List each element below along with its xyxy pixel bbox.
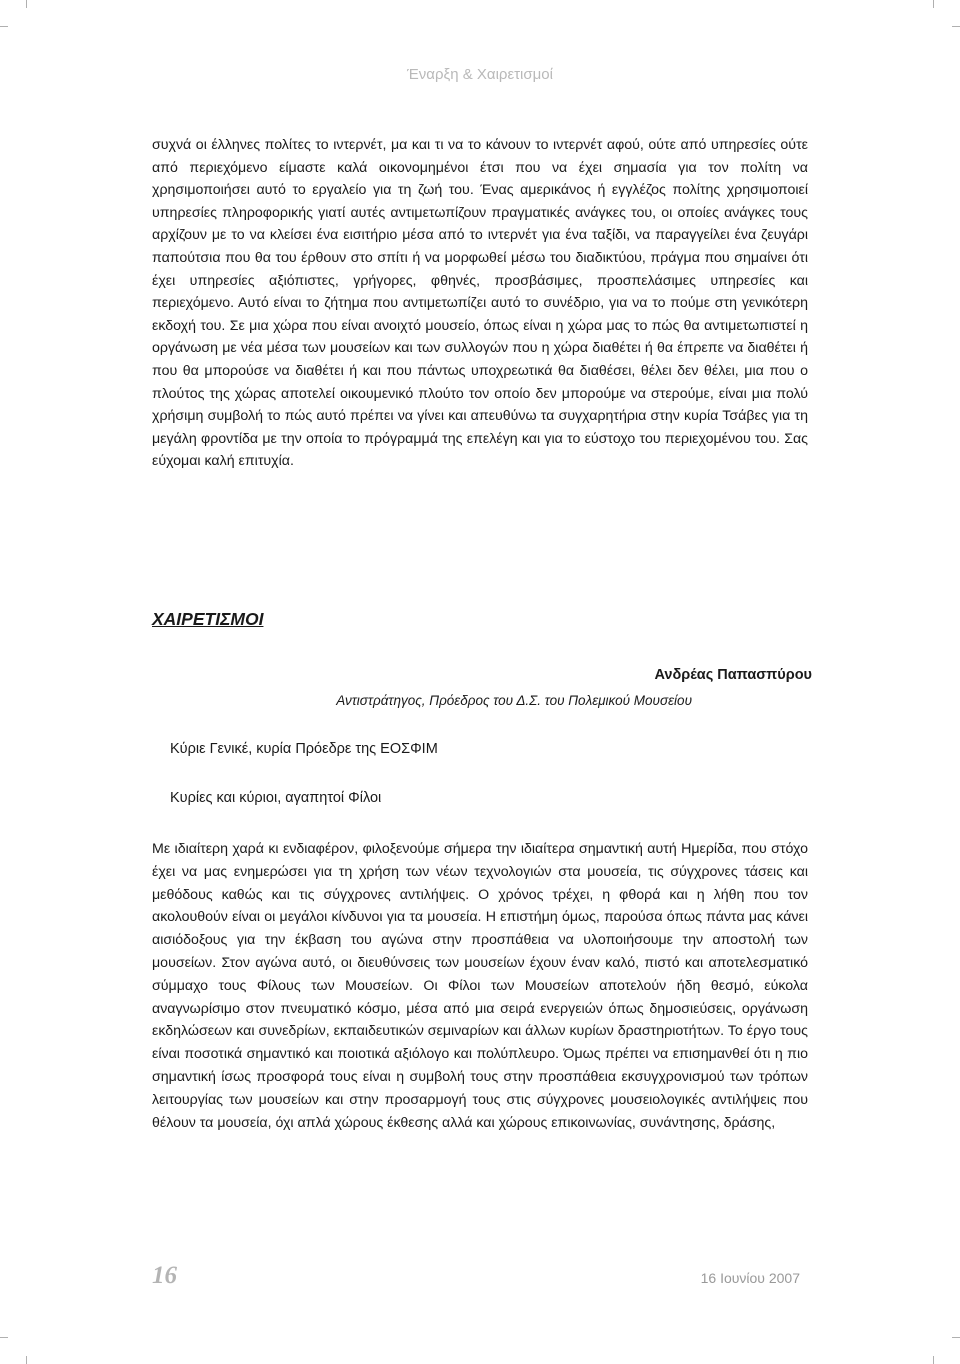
running-header: Έναρξη & Χαιρετισμοί xyxy=(407,66,553,83)
speaker-role: Αντιστράτηγος, Πρόεδρος του Δ.Σ. του Πολεμικού Μουσείου xyxy=(336,693,692,708)
body-paragraph-1: συχνά οι έλληνες πολίτες το ιντερνέτ, μα και τι να το κάνουν το ιντερνέτ αφού, ούτε από υπηρεσίες ούτε από περιεχόμενο είμαστε καλά οικονομημένοι έτσι που να έχει σημασία για τον πολίτη να χρησιμοποιήσει αυτό το εργαλείο για τη ζωή του. Ένας αμερικάνος ή εγγλέζος πολίτης χρησιμοποιεί υπηρεσίες πληροφορικής γιατί αυτές αντιμετωπίζουν πραγματικές ανάγκες του, οι οποίες ανάγκες τους αρχίζουν με το να κλείσει ένα εισιτήριο μέσα από το ιντερνέτ για ένα ταξίδι, να παραγγείλει ένα ζευγάρι παπούτσια που θα του έρθουν στο σπίτι ή να μορφωθεί μέσω του διαδικτύου, πράγμα που σημαίνει ότι έχει υπηρεσίες αξιόπιστες, γρήγορες, φθηνές, προσβάσιμες, προσπελάσιμες υπηρεσίες και περιεχόμενο. Αυτό είναι το ζήτημα που αντιμετωπίζει αυτό το συνέδριο, για να το πούμε στη γενικότερη εκδοχή του. Σε μια χώρα που είναι ανοιχτό μουσείο, όπως είναι η χώρα μας το πώς θα αντιμετωπιστεί η οργάνωση με νέα μέσα των μουσείων και των συλλογών που η χώρα διαθέτει ή θα έπρεπε να διαθέτει ή που θα μπορούσε να διαθέτει ή και που πάντως υποχρεωτικά θα διαθέσει, θέλει δεν θέλει, μια που ο πλούτος της χώρας αποτελεί οικουμενικό πλούτο τον οποίο δεν μπορούμε να στερούμε, είναι μια πολύ χρήσιμη συμβολή το πώς αυτό πρέπει να γίνει και απευθύνω τα συγχαρητήρια στην κυρία Τσάβες για τη μεγάλη φροντίδα με την οποία το πρόγραμμά της επελέγη και για το εύστοχο του περιεχομένου του. Σας εύχομαι καλή επιτυχία. xyxy=(152,137,808,470)
footer-date: 16 Ιουνίου 2007 xyxy=(700,1270,800,1286)
section-title: ΧΑΙΡΕΤΙΣΜΟΙ xyxy=(152,609,264,629)
body-paragraph-2: Με ιδιαίτερη χαρά κι ενδιαφέρον, φιλοξενούμε σήμερα την ιδιαίτερα σημαντική αυτή Ημερίδα, που στόχο έχει να μας ενημερώσει για τη χρήση των νέων τεχνολογιών στα μουσεία, τις σύγχρονες τάσεις και μεθόδους καθώς και τις σύγχρονες αντιλήψεις. Ο χρόνος τρέχει, η φθορά και η λήθη που τον ακολουθούν είναι οι μεγάλοι κίνδυνοι για τα μουσεία. Η επιστήμη όμως, παρούσα όπως πάντα μας κάνει αισιόδοξους για την έκβαση του αγώνα στην προσπάθεια να υλοποιήσουμε την αποστολή των μουσείων. Στον αγώνα αυτό, οι διευθύνσεις των μουσείων έχουν έναν καλό, πιστό και αποτελεσματικό σύμμαχο τους Φίλους των Μουσείων. Οι Φίλοι των Μουσείων αποτελούν ήδη θεσμό, εύκολα αναγνωρίσιμο στον πνευματικό κόσμο, μέσα από μια σειρά ενεργειών όπως δημοσιεύσεις, οργάνωση εκδηλώσεων και συνεδρίων, εκπαιδευτικών σεμιναρίων και άλλων κυρίων δραστηριοτήτων. Το έργο τους είναι ποσοτικά σημαντικό και ποιοτικά αξιόλογο και πολύπλευρο. Όμως πρέπει να επισημανθεί ότι η πιο σημαντική ίσως προσφορά τους είναι η συμβολή τους στην προσπάθεια εκσυγχρονισμού των τρόπων λειτουργίας των μουσείων και στην προσαρμογή τους στις σύγχρονες μουσειολογικές αντιλήψεις που θέλουν τα μουσεία, όχι απλά χώρους έκθεσης αλλά και χώρους επικοινωνίας, συνάντησης, δράσης, xyxy=(152,841,808,1131)
crop-mark xyxy=(26,1356,27,1364)
crop-mark xyxy=(0,26,8,27)
crop-mark xyxy=(933,0,934,8)
crop-mark xyxy=(26,0,27,8)
crop-mark xyxy=(0,1337,8,1338)
crop-mark xyxy=(952,1337,960,1338)
speaker-name: Ανδρέας Παπασπύρου xyxy=(654,667,812,683)
salutation-2: Κυρίες και κύριοι, αγαπητοί Φίλοι xyxy=(170,790,382,806)
crop-mark xyxy=(933,1356,934,1364)
page-number: 16 xyxy=(152,1262,177,1289)
salutation-1: Κύριε Γενικέ, κυρία Πρόεδρε της ΕΟΣΦΙΜ xyxy=(170,741,438,757)
crop-mark xyxy=(952,26,960,27)
